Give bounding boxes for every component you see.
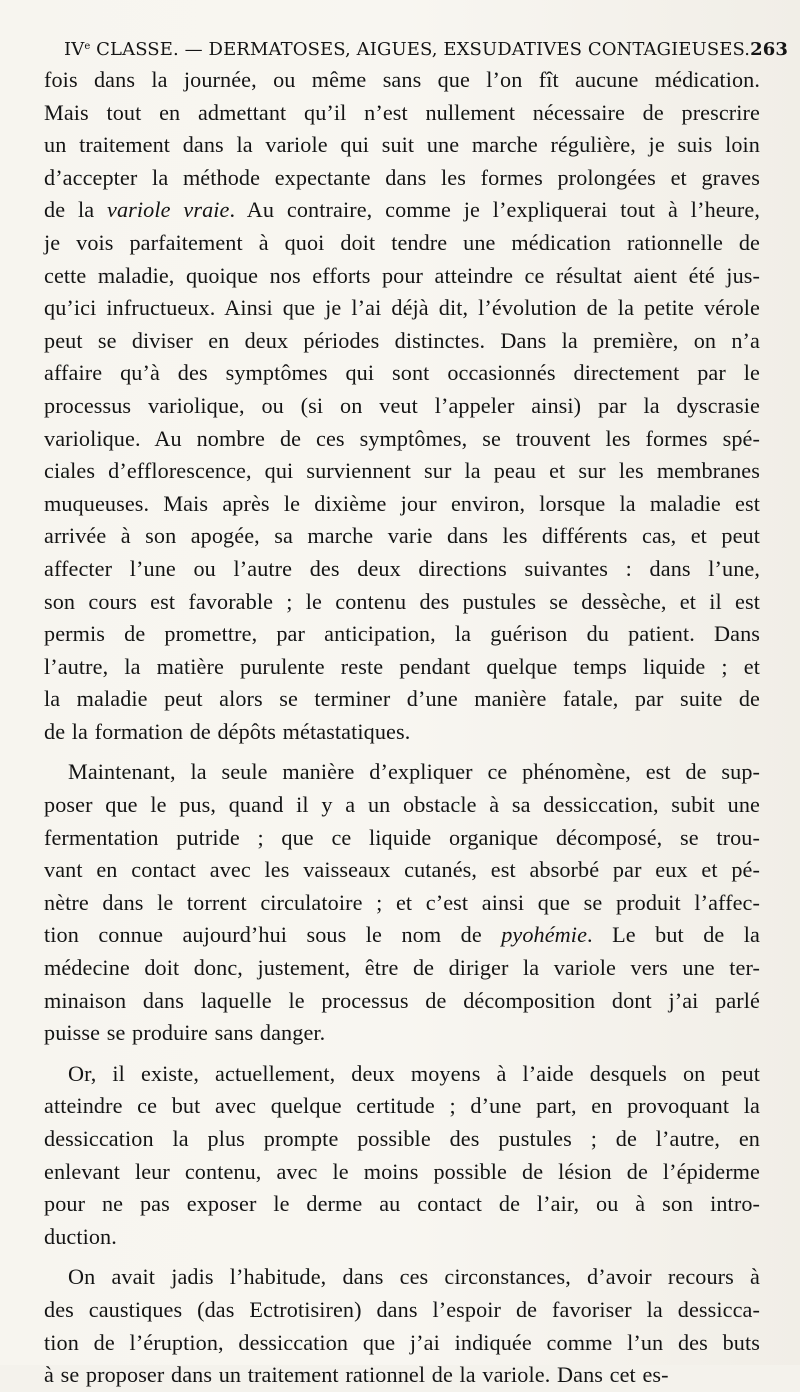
text-line: je vois parfaitement à quoi doit tendre une médication rationnelle de <box>44 229 760 255</box>
text-line: variolique. Au nombre de ces symptômes, se trouvent les formes spé- <box>44 425 760 451</box>
text-line: arrivée à son apogée, sa marche varie dans les différents cas, et peut <box>44 523 760 549</box>
running-title-text: CLASSE. — DERMATOSES, AIGUES, EXSUDATIVES CONTAGIEUSES. <box>90 39 751 60</box>
italic-term: pyohémie <box>501 922 588 948</box>
text-line: Maintenant, la seule manière d’expliquer ce phénomène, est de sup- <box>68 759 760 785</box>
text-line: fois dans la journée, ou même sans que l’on fît aucune médication. <box>44 67 760 92</box>
text-line: de la formation de dépôts métastatiques. <box>44 718 411 744</box>
text-line: dessiccation la plus prompte possible des pustules ; de l’autre, en <box>44 1126 760 1151</box>
running-title <box>44 30 750 67</box>
text-line: atteindre ce but avec quelque certitude ; d’une part, en provoquant la <box>44 1093 760 1119</box>
text-line: pour ne pas exposer le derme au contact de l’air, ou à son intro- <box>44 1191 760 1217</box>
class-roman-numeral: IV <box>64 39 85 60</box>
text-line: affecter l’une ou l’autre des deux directions suivantes : dans l’une, <box>44 555 760 581</box>
paragraph-gap <box>44 748 760 756</box>
text-line: de la variole vraie. Au contraire, comme je l’expliquerai tout à l’heure, <box>44 197 760 223</box>
text-line: processus variolique, ou (si on veut l’appeler ainsi) par la dyscrasie <box>44 392 760 418</box>
text-line: On avait jadis l’habitude, dans ces circonstances, d’avoir recours à <box>68 1264 760 1290</box>
text-line: fermentation putride ; que ce liquide organique décomposé, se trou- <box>44 824 760 850</box>
italic-term: variole vraie <box>107 197 230 223</box>
text-line: muqueuses. Mais après le dixième jour environ, lorsque la maladie est <box>44 490 760 516</box>
text-line: l’autre, la matière purulente reste pendant quelque temps liquide ; et <box>44 653 760 679</box>
text-line: qu’ici infructueux. Ainsi que je l’ai déjà dit, l’évolution de la petite vérole <box>44 295 760 321</box>
text-line: médecine doit donc, justement, être de diriger la variole vers une ter- <box>44 955 760 981</box>
paragraph <box>44 1261 760 1391</box>
text-line: enlevant leur contenu, avec le moins possible de lésion de l’épiderme <box>44 1158 760 1184</box>
paragraph-gap <box>44 1253 760 1261</box>
text-line: son cours est favorable ; le contenu des pustules se dessèche, et il est <box>44 588 760 614</box>
text-line: permis de promettre, par anticipation, la guérison du patient. Dans <box>44 621 760 647</box>
text-line: poser que le pus, quand il y a un obstacle à sa dessiccation, subit une <box>44 792 760 818</box>
body-text <box>44 64 760 1392</box>
class-superscript: e <box>84 41 91 52</box>
text-line: peut se diviser en deux périodes distinctes. Dans la première, on n’a <box>44 327 760 353</box>
text-line: Or, il existe, actuellement, deux moyens à l’aide desquels on peut <box>68 1060 760 1086</box>
page-number: 263 <box>750 39 788 60</box>
text-line: nètre dans le torrent circulatoire ; et c’est ainsi que se produit l’affec- <box>44 889 760 915</box>
text-line: des caustiques (das Ectrotisiren) dans l’espoir de favoriser la dessicca- <box>44 1296 760 1322</box>
paragraph-gap <box>44 1050 760 1058</box>
text-line: minaison dans laquelle le processus de décomposition dont j’ai parlé <box>44 987 760 1013</box>
text-line: un traitement dans la variole qui suit une marche régulière, je suis loin <box>44 132 760 158</box>
text-line: à se proposer dans un traitement rationnel de la variole. Dans cet es- <box>44 1362 669 1388</box>
text-line: d’accepter la méthode expectante dans les formes prolongées et graves <box>44 164 760 190</box>
paragraph <box>44 1058 760 1254</box>
text-line: ciales d’efflorescence, qui surviennent sur la peau et sur les membranes <box>44 458 760 484</box>
text-line: puisse se produire sans danger. <box>44 1020 326 1046</box>
text-line: la maladie peut alors se terminer d’une manière fatale, par suite de <box>44 686 760 712</box>
text-line: tion connue aujourd’hui sous le nom de pyohémie. Le but de la <box>44 922 761 948</box>
text-line: duction. <box>44 1223 117 1249</box>
text-line: cette maladie, quoique nos efforts pour atteindre ce résultat aient été jus- <box>44 262 760 288</box>
paragraph <box>44 64 760 748</box>
running-header <box>44 30 788 64</box>
text-line: affaire qu’à des symptômes qui sont occasionnés directement par le <box>44 360 760 386</box>
paragraph <box>44 756 760 1049</box>
text-line: tion de l’éruption, dessiccation que j’ai indiquée comme l’un des buts <box>44 1329 760 1355</box>
text-line: vant en contact avec les vaisseaux cutanés, est absorbé par eux et pé- <box>44 857 760 883</box>
text-line: Mais tout en admettant qu’il n’est nullement nécessaire de prescrire <box>44 99 760 125</box>
